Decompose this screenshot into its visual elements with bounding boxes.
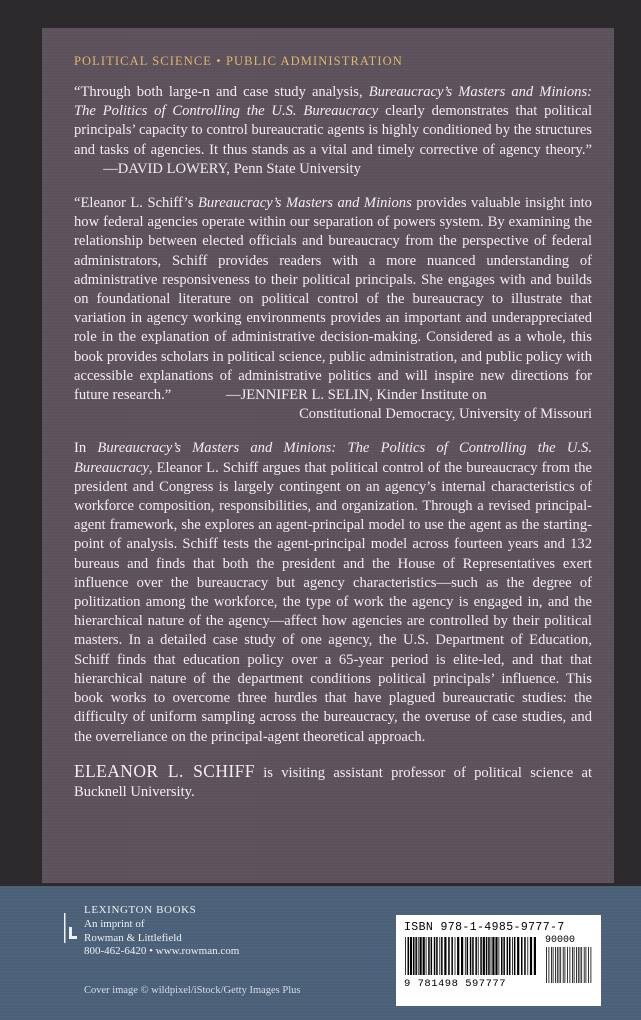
reviewer-affiliation: , Penn State University	[226, 160, 361, 177]
barcode-bar	[578, 947, 579, 983]
barcode-bar	[514, 937, 516, 975]
barcode-bar	[418, 937, 419, 975]
barcode-bar	[457, 937, 459, 975]
author-name: ELEANOR L. SCHIFF	[74, 760, 255, 781]
barcode-bar	[501, 937, 503, 975]
barcode-bar	[499, 937, 500, 975]
barcode-bar	[559, 947, 560, 983]
barcode-bar	[470, 937, 472, 975]
barcode-bar	[509, 937, 511, 975]
barcode-bar	[521, 937, 523, 975]
barcode-area	[404, 937, 593, 991]
publisher-name: LEXINGTON BOOKS	[84, 904, 197, 916]
barcode-bar	[451, 937, 453, 975]
barcode-bar	[465, 937, 466, 975]
barcode-bar	[434, 937, 436, 975]
publisher-imprint: An imprint of	[84, 917, 145, 930]
barcode-bar	[405, 937, 406, 975]
barcode-bar	[507, 937, 509, 975]
barcode-bar	[574, 947, 575, 983]
barcode-bar	[553, 947, 554, 983]
barcode-bar	[428, 937, 430, 975]
barcode-bar	[423, 937, 425, 975]
barcode-bar	[444, 937, 446, 975]
price-code: 90000	[545, 935, 576, 946]
barcode-bar	[530, 937, 532, 975]
barcode-bar	[436, 937, 438, 975]
barcode-bar	[475, 937, 477, 975]
cover-image-credit: Cover image © wildpixel/iStock/Getty Images Plus	[84, 985, 301, 996]
barcode-bar	[472, 937, 474, 975]
author-bio-text: is visiting assistant professor of political science at Bucknell University.	[74, 764, 593, 800]
barcode-bar	[426, 937, 427, 975]
barcode-bar	[563, 947, 564, 983]
lexington-logo-icon	[64, 913, 78, 943]
barcode-bar	[431, 937, 433, 975]
barcode-bar	[492, 937, 494, 975]
category-label: POLITICAL SCIENCE • PUBLIC ADMINISTRATION	[74, 54, 403, 68]
isbn-barcode	[396, 915, 601, 1006]
barcode-bar	[461, 937, 463, 975]
barcode-bar	[546, 947, 547, 983]
isbn-number: ISBN 978-1-4985-9777-7	[404, 921, 565, 934]
barcode-bar	[565, 947, 566, 983]
review-book-title: Bureaucracy’s Masters and Minions: The Politics of Controlling the U.S. Bureaucracy	[74, 84, 592, 120]
publisher-parent: Rowman & Littlefield	[84, 931, 182, 944]
barcode-bar	[455, 937, 456, 975]
price-barcode-bars	[545, 947, 593, 983]
barcode-bar	[570, 947, 571, 983]
review-open: “Eleanor L. Schiff’s	[74, 195, 198, 212]
publisher-contact: 800-462-6420 • www.rowman.com	[84, 945, 240, 958]
barcode-bar	[555, 947, 556, 983]
barcode-bar	[549, 947, 550, 983]
barcode-bar	[524, 937, 526, 975]
review-quote-lowery	[74, 83, 592, 179]
barcode-bar	[478, 937, 479, 975]
barcode-bar	[588, 947, 589, 983]
review-quote-selin	[74, 194, 592, 405]
description-text: , Eleanor L. Schiff argues that political control of the bureaucracy from the president and Congress is largely contingent on an agency’s internal characteristics of workforce composition, responsibilities, and organization. Through a revised principal-agent framework, she explores an agent-principal model to use the agent as the starting-point of analysis. Schiff tests the agent-principal model across fourteen years and 132 bureaus and finds that both the president and the House of Representatives exert influence over the bureaucracy but agency characteristics—such as the degree of politization among the workforce, the type of work the agency is engaged in, and the hierarchical nature of the agency—affect how agencies are controlled by their political masters. In a detailed case study of one agency, the U.S. Department of Education, Schiff finds that education policy over a 65-year period is elite-led, and that that hierarchical nature of the department conditions political principals’ influence. This book works to overcome three hurdles that have plagued bureaucratic studies: the difficulty of uniform sampling across the bureaucracy, the overuse of case studies, and the overreliance on the principal-agent theoretical approach.	[74, 459, 592, 745]
barcode-bar	[572, 947, 573, 983]
description-book-title: Bureaucracy’s Masters and Minions: The Politics of Controlling the U.S. Bureaucracy	[74, 440, 593, 476]
back-cover-panel	[42, 28, 614, 883]
barcode-bar	[480, 937, 482, 975]
review-text: clearly demonstrates that political principals’ capacity to control bureaucratic agents is highly conditioned by the structures and tasks of agencies. It thus stands as a vital and timely corrective of agency theory.”	[74, 103, 592, 158]
ean-barcode-bars	[404, 937, 539, 983]
publisher-info	[84, 904, 344, 959]
review-open: “Through both large-n and case study analysis,	[74, 84, 369, 100]
barcode-bar	[413, 937, 415, 975]
barcode-bar	[439, 937, 440, 975]
barcode-bar	[576, 947, 577, 983]
reviewer-name: DAVID LOWERY	[117, 160, 227, 177]
review-text: provides valuable insight into how federal agencies operate within our separation of powers system. By examining the relationship between elected officials and bureaucracy from the perspective of federal administrators, Schiff provides readers with a more nuanced understanding of administrative responsiveness to their political principals. She engages with and builds on foundational literature on political control of the bureaucracy to illustrate that variation in agency working environments provides an important and underappreciated role in the explanation of administrative decision-making. Considered as a whole, this book provides scholars in political science, public administration, and public policy with accessible explanations of administrative politics and will inspire new directions for future research.”	[74, 195, 592, 404]
barcode-bar	[448, 937, 450, 975]
description-open: In	[74, 440, 98, 457]
barcode-bar	[586, 947, 587, 983]
barcode-bar	[467, 937, 469, 975]
barcode-bar	[534, 937, 536, 975]
barcode-bar	[408, 937, 410, 975]
barcode-bar	[486, 937, 488, 975]
review-dash: —	[103, 160, 118, 177]
reviewer-affiliation-line2: Constitutional Democracy, University of Missouri	[299, 406, 592, 423]
ean-digits: 9 781498 597777	[404, 978, 507, 990]
barcode-bar	[584, 947, 585, 983]
review-dash: —	[225, 387, 241, 404]
barcode-bar	[415, 937, 417, 975]
barcode-bar	[491, 937, 492, 975]
barcode-bar	[567, 947, 568, 983]
barcode-bar	[495, 937, 497, 975]
barcode-bar	[557, 947, 558, 983]
barcode-bar	[527, 937, 528, 975]
review-book-title: Bureaucracy’s Masters and Minions	[197, 195, 412, 212]
reviewer-name: JENNIFER L. SELIN	[240, 387, 370, 404]
barcode-bar	[517, 937, 519, 975]
barcode-bar	[580, 947, 581, 983]
barcode-bar	[581, 947, 582, 983]
book-description	[74, 439, 592, 746]
barcode-bar	[488, 937, 490, 975]
barcode-bar	[503, 937, 505, 975]
barcode-bar	[591, 947, 592, 983]
reviewer-affiliation: , Kinder Institute on	[369, 387, 487, 404]
barcode-bar	[410, 937, 412, 975]
barcode-bar	[551, 947, 552, 983]
barcode-bar	[560, 947, 561, 983]
barcode-bar	[483, 937, 485, 975]
author-bio	[74, 762, 592, 802]
barcode-bar	[441, 937, 443, 975]
barcode-bar	[420, 937, 422, 975]
barcode-bar	[512, 937, 513, 975]
